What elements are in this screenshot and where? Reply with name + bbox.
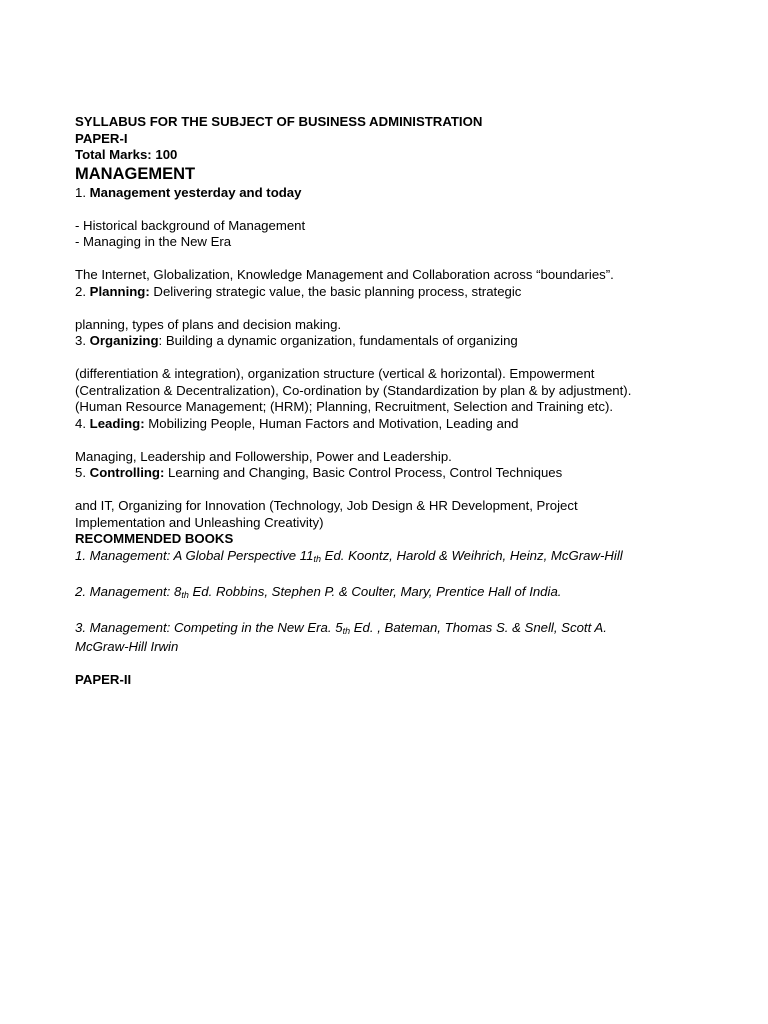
books-heading: RECOMMENDED BOOKS: [75, 531, 234, 546]
section-4-heading: 4. Leading: Mobilizing People, Human Factors and Motivation, Leading and: [75, 415, 519, 431]
total-marks: Total Marks: 100: [75, 147, 178, 162]
section-4-text: Managing, Leadership and Followership, Power and Leadership.: [75, 448, 452, 464]
book-1: 1. Management: A Global Perspective 11th Ed. Koontz, Harold & Weihrich, Heinz, McGraw-Hill: [75, 547, 623, 564]
paper-label: PAPER-I: [75, 130, 128, 146]
book-3-publisher: McGraw-Hill Irwin: [75, 639, 179, 654]
book-2: 2. Management: 8th Ed. Robbins, Stephen P. & Coulter, Mary, Prentice Hall of India.: [75, 583, 562, 600]
subject-heading: MANAGEMENT: [75, 164, 196, 183]
section-1-heading: 1. Management yesterday and today: [75, 184, 302, 200]
document-page: [75, 114, 715, 689]
section-5-text: and IT, Organizing for Innovation (Technology, Job Design & HR Development, Project: [75, 498, 578, 513]
section-5-text: Implementation and Unleashing Creativity): [75, 514, 324, 530]
section-3-text: (Centralization & Decentralization), Co-ordination by (Standardization by plan & by adjustment).: [75, 382, 632, 398]
section-1-text: The Internet, Globalization, Knowledge Management and Collaboration across “boundaries”.: [75, 267, 614, 282]
section-3-text: (Human Resource Management; (HRM); Planning, Recruitment, Selection and Training etc).: [75, 399, 613, 414]
section-2-text: planning, types of plans and decision making.: [75, 316, 342, 332]
document-title: SYLLABUS FOR THE SUBJECT OF BUSINESS ADMINISTRATION: [75, 114, 483, 129]
section-2-heading: 2. Planning: Delivering strategic value, the basic planning process, strategic: [75, 283, 522, 299]
section-1-item: - Historical background of Management: [75, 217, 306, 233]
paper-2-label: PAPER-II: [75, 672, 132, 687]
section-1-item: - Managing in the New Era: [75, 234, 232, 249]
section-3-heading: 3. Organizing: Building a dynamic organization, fundamentals of organizing: [75, 333, 518, 348]
book-3: 3. Management: Competing in the New Era. 5th Ed. , Bateman, Thomas S. & Snell, Scott A.: [75, 619, 607, 636]
section-5-heading: 5. Controlling: Learning and Changing, Basic Control Process, Control Techniques: [75, 465, 563, 480]
section-3-text: (differentiation & integration), organization structure (vertical & horizontal). Empowerment: [75, 366, 595, 381]
